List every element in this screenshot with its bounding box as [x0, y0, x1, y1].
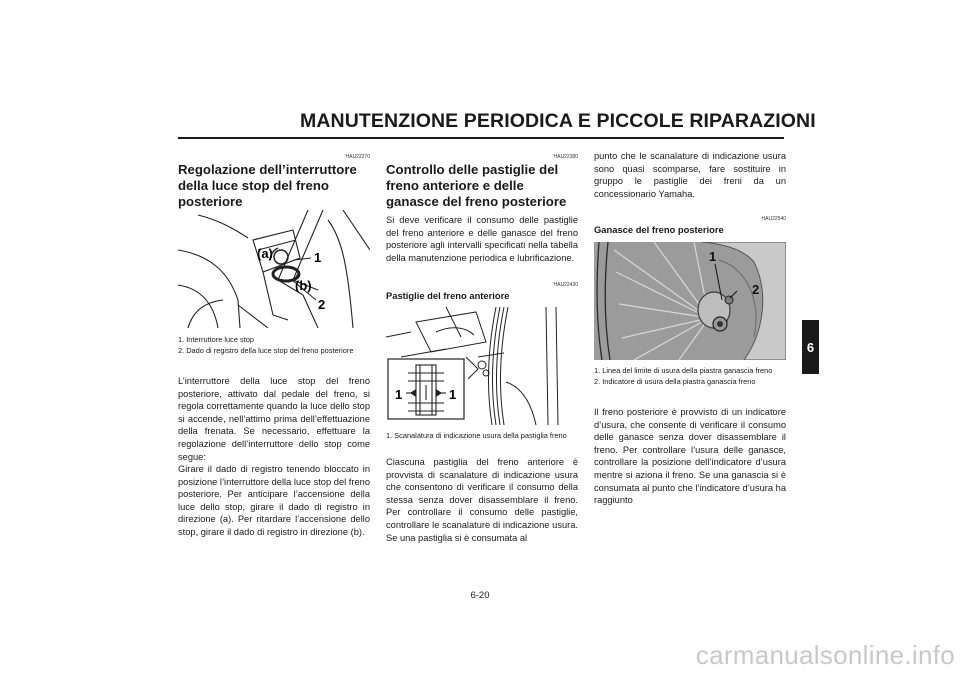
section-code: HAU22540: [761, 216, 786, 222]
header-divider: [178, 137, 784, 139]
label-a: (a): [257, 246, 273, 261]
section-code: HAU22380: [553, 154, 578, 160]
body-paragraph: punto che le scanalature di indicazione usura sono quasi scomparse, fare sostituire in gruppo le pastiglie dei freni da un concessionario Yamaha.: [594, 151, 786, 199]
figure-captions: [386, 431, 578, 440]
page-title: MANUTENZIONE PERIODICA E PICCOLE RIPARAZIONI: [300, 110, 816, 132]
body-paragraph: L’interruttore della luce stop del freno posteriore, attivato dal pedale del freno, si regola correttamente quando la luce dello stop si accende, nell’attimo prima dell’effettuazione della frenata. Se necessario, effettuare la regolazione dell’interruttore dello stop come segue:: [178, 376, 370, 462]
subsection-heading: Ganasce del freno posteriore: [594, 224, 724, 235]
caption-item: 1. Linea del limite di usura della piastra ganascia freno: [594, 366, 773, 375]
body-paragraph: Si deve verificare il consumo delle pastiglie del freno anteriore e delle ganasce del freno posteriore agli intervalli specificati nella tabella della manutenzione periodica e lubrificazione.: [386, 215, 578, 263]
section-code: HAU22270: [345, 154, 370, 160]
section-code: HAU22430: [553, 282, 578, 288]
figure-captions: [594, 366, 786, 386]
callout-1-right: 1: [449, 387, 457, 402]
section-heading: Regolazione dell’interruttore della luce stop del freno posteriore: [178, 162, 357, 209]
caption-item: 2. Dado di registro della luce stop del freno posteriore: [178, 346, 354, 355]
callout-2: 2: [318, 297, 326, 312]
figure-captions: [178, 335, 370, 355]
section-heading: Controllo delle pastiglie del freno anteriore e delle ganasce del freno posteriore: [386, 162, 567, 209]
caption-item: 1. Interruttore luce stop: [178, 335, 254, 344]
body-paragraph: Il freno posteriore è provvisto di un indicatore d’usura, che consente di verificare il consumo delle ganasce senza dover disassemblare il freno. Per controllare l’usura delle ganasce, controllare la posizione dell’indicatore d’usura mentre si aziona il freno. Se una ganascia si è consumata al punto che l’indicatore d’usura ha raggiunto: [594, 407, 786, 506]
body-paragraph: Girare il dado di registro tenendo bloccato in posizione l’interruttore della luce stop del freno posteriore. Per anticipare l’accensione della luce dello stop, girare il dado di registro in direzione (a). Per ritardare l’accensione dello stop, girare il dado di registro in direzione (b).: [178, 464, 370, 537]
callout-1-left: 1: [395, 387, 403, 402]
watermark: carmanualsonline.info: [695, 640, 955, 670]
callout-1: 1: [314, 250, 322, 265]
caption-item: 2. Indicatore di usura della piastra ganascia freno: [594, 377, 756, 386]
caption-item: 1. Scanalatura di indicazione usura della pastiglia freno: [386, 431, 567, 440]
rear-brake-shoe-figure: [594, 242, 786, 360]
subsection-heading: Pastiglie del freno anteriore: [386, 290, 510, 301]
callout-2: 2: [752, 282, 760, 297]
chapter-tab[interactable]: 6: [802, 320, 819, 374]
front-brake-pad-figure: [386, 307, 578, 425]
page-number: 6-20: [470, 590, 490, 601]
label-b: (b): [295, 278, 312, 293]
callout-1: 1: [709, 249, 717, 264]
body-paragraph: Ciascuna pastiglia del freno anteriore è provvista di scanalature di indicazione usura che consentono di verificare il consumo della stessa senza dover disassemblare il freno. Per controllare il consumo delle pastiglie, controllare le scanalature di indicazione usura. Se una pastiglia si è consumata al: [386, 457, 578, 543]
brake-light-switch-figure: [178, 210, 370, 328]
